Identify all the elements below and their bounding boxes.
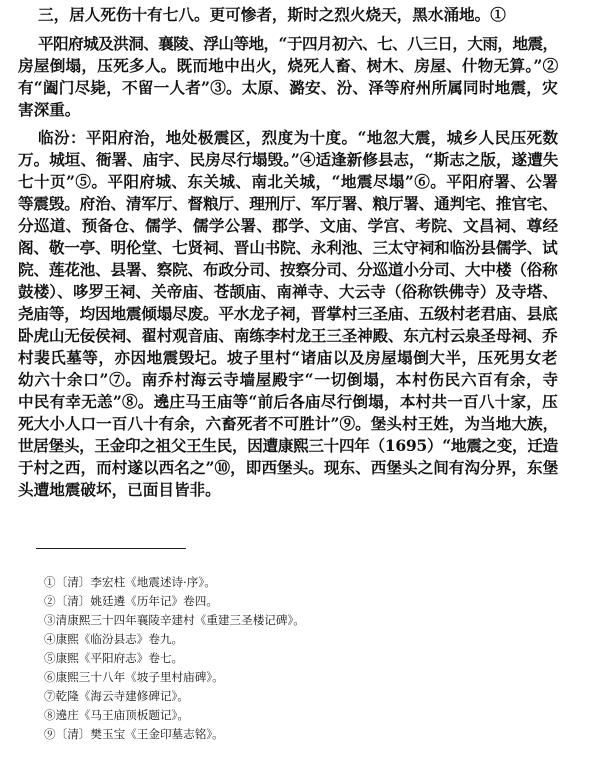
paragraph-2-line-4: 害深重。 — [18, 100, 81, 119]
paragraph-2-line-1: 平阳府城及洪洞、襄陵、浮山等地，“于四月初六、七、八三日，大雨，地震， — [38, 34, 558, 53]
footnote-6: ⑥康熙三十八年《坡子里村庙碑》。 — [44, 670, 224, 684]
footnote-7: ⑦乾隆《海云寺建修碑记》。 — [44, 689, 189, 703]
paragraph-3-line-8: 鼓楼）、哆罗王祠、关帝庙、苍颉庙、南禅寺、大云寺（俗称铁佛寺）及寺塔、 — [18, 282, 559, 301]
paragraph-3-line-15: 世居堡头，王金印之祖父王生民，因遭康熙三十四年（1695）“地震之变，迁造 — [18, 436, 558, 455]
footnote-9: ⑨〔清〕樊玉宝《王金印墓志铭》。 — [44, 727, 224, 741]
footnote-divider — [36, 548, 186, 549]
paragraph-3-line-5: 分巡道、预备仓、儒学、儒学公署、郡学、文庙、学宫、考院、文昌祠、尊经 — [18, 216, 559, 235]
footnote-3: ③清康熙三十四年襄陵辛建村《重建三圣楼记碑》。 — [44, 613, 305, 627]
paragraph-3-line-17: 头遭地震破坏，已面目皆非。 — [18, 480, 221, 499]
footnote-8: ⑧遶庄《马王庙顶板题记》。 — [44, 708, 189, 722]
paragraph-3-line-6: 阁、敬一亭、明伦堂、七贤祠、晋山书院、永利池、三太守祠和临汾县儒学、试 — [18, 238, 558, 257]
paragraph-3-line-19 — [18, 523, 558, 545]
footnote-1: ①〔清〕李宏柱《地震述诗·序》。 — [44, 575, 216, 589]
paragraph-3-line-9: 尧庙等，均因地震倾塌尽废。平水龙子祠，晋掌村三圣庙、五级村老君庙、县底 — [18, 304, 558, 323]
paragraph-3-line-7: 院、莲花池、县署、察院、布政分司、按察分司、分巡道小分司、大中楼（俗称 — [18, 260, 558, 279]
paragraph-3-line-12: 幼六十余口”⑦。南乔村海云寺墙屋殿宇“一切倒塌，本村伤民六百有余，寺 — [18, 370, 559, 389]
paragraph-3-line-1: 临汾：平阳府治，地处极震区，烈度为十度。“地忽大震，城乡人民压死数 — [38, 128, 559, 147]
paragraph-3-line-14: 死大小人口一百八十有余，六畜死者不可胜计”⑨。堡头村王姓，为当地大族， — [18, 414, 559, 433]
paragraph-1-line-1: 三，居人死伤十有七八。更可惨者，斯时之烈火烧天，黑水涌地。① — [38, 5, 506, 24]
paragraph-3-line-13: 中民有幸无恙”⑧。遶庄马王庙等“前后各庙尽行倒塌，本村共一百八十家，压 — [18, 392, 558, 411]
paragraph-3-line-16: 于村之西，而村遂以西名之”⑩，即西堡头。现东、西堡头之间有沟分界，东堡 — [18, 458, 559, 477]
paragraph-2-line-3: 有“阖门尽毙，不留一人者”③。太原、潞安、汾、泽等府州所属同时地震，灾 — [18, 78, 558, 97]
paragraph-3-line-3: 七十页”⑤。平阳府城、东关城、南北关城，“地震尽塌”⑥。平阳府署、公署 — [18, 172, 559, 191]
footnote-5: ⑤康熙《平阳府志》卷七。 — [44, 651, 184, 665]
paragraph-3-line-18 — [18, 501, 558, 523]
paragraph-3-line-11: 村裴氏墓等，亦因地震毁圮。坡子里村“诸庙以及房屋塌倒大半，压死男女老 — [18, 348, 558, 367]
footnote-2: ②〔清〕姚廷遴《历年记》卷四。 — [44, 594, 218, 608]
footnote-4: ④康熙《临汾县志》卷九。 — [44, 632, 184, 646]
paragraph-3-line-4: 等震毁。府治、清军厅、督粮厅、理刑厅、军厅署、粮厅署、通判宅、推官宅、 — [18, 194, 558, 213]
paragraph-2-line-2: 房屋倒塌，压死多人。既而地中出火，烧死人畜、树木、房屋、什物无算。”② — [18, 56, 559, 75]
paragraph-3-line-10: 卧虎山无佞侯祠、翟村观音庙、南练李村龙王三圣神殿、东亢村云泉圣母祠、乔 — [18, 326, 558, 345]
paragraph-3-line-2: 万。城垣、衙署、庙宇、民房尽行塌毁。”④适逢新修县志，“斯志之版，遂遭失 — [18, 150, 559, 169]
